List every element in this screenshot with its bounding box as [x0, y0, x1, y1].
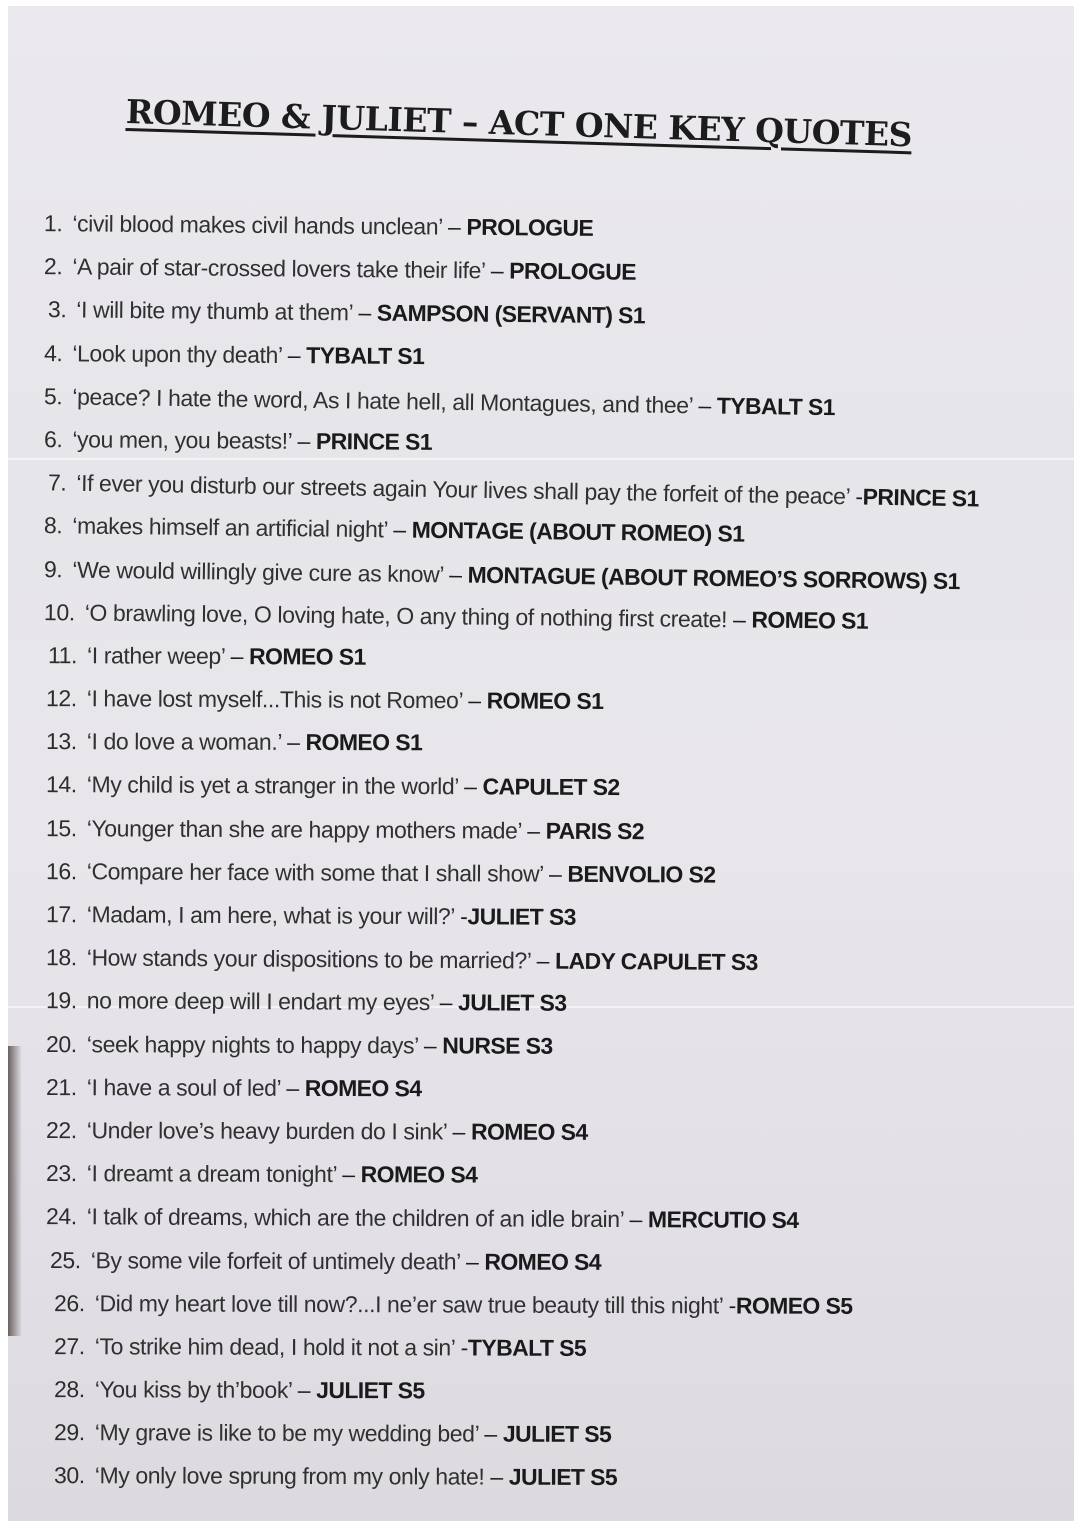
quote-separator: –: [478, 1420, 503, 1447]
quote-number: 14.: [45, 771, 77, 798]
quote-speaker: ROMEO S5: [735, 1292, 853, 1319]
paper-sheet: [8, 6, 1074, 1521]
quote-separator: –: [521, 817, 546, 844]
quote-separator: –: [459, 1247, 485, 1275]
quote-number: 6.: [43, 426, 63, 453]
quote-speaker: JULIET S3: [467, 903, 576, 930]
quote-number: 24.: [45, 1203, 77, 1230]
quote-number: 5.: [43, 382, 63, 410]
quote-speaker: ROMEO S1: [486, 687, 604, 715]
quote-number: 7.: [47, 469, 67, 496]
quote-text: ‘How stands your dispositions to be married?’: [86, 944, 531, 974]
quote-text: ‘I talk of dreams, which are the children of an idle brain’: [86, 1203, 624, 1233]
quote-item: [34, 418, 979, 468]
quote-text: ‘Look upon thy death’: [72, 339, 282, 368]
quote-text: ‘I dreamt a dream tonight’: [86, 1160, 337, 1188]
quote-text: ‘To strike him dead, I hold it not a sin’: [94, 1333, 455, 1361]
quote-text: ‘I have lost myself...This is not Romeo’: [86, 685, 463, 714]
quote-item: [34, 1195, 979, 1243]
quote-speaker: TYBALT S1: [716, 392, 836, 420]
quote-item: [34, 1109, 979, 1155]
quote-speaker: JULIET S5: [508, 1464, 618, 1491]
quote-text: ‘By some vile forfeit of untimely death’: [90, 1246, 461, 1274]
quote-text: ‘My only love sprung from my only hate!: [94, 1462, 485, 1491]
quote-speaker: MONTAGUE (ABOUT ROMEO’S SORROWS) S1: [467, 561, 960, 594]
quote-speaker: SAMPSON (SERVANT) S1: [376, 299, 646, 329]
quote-item: [34, 807, 979, 855]
quote-text: ‘You kiss by th’book’: [94, 1376, 292, 1403]
quote-speaker: JULIET S3: [458, 989, 567, 1017]
quote-text: ‘peace? I hate the word, As I hate hell, all Montagues, and thee’: [72, 383, 693, 418]
quote-number: 13.: [45, 728, 77, 755]
quote-separator: –: [433, 989, 459, 1016]
quote-separator: –: [224, 642, 250, 670]
quote-separator: –: [462, 687, 487, 714]
quote-text: ‘I rather weep’: [87, 642, 225, 669]
quote-number: 28.: [53, 1376, 85, 1403]
quote-speaker: PROLOGUE: [466, 213, 594, 241]
quote-text: ‘A pair of star-crossed lovers take their life’: [72, 253, 485, 284]
quote-speaker: JULIET S5: [316, 1377, 425, 1404]
quote-number: 21.: [45, 1073, 77, 1100]
quote-separator: –: [291, 1376, 317, 1404]
quote-speaker: PARIS S2: [545, 817, 645, 844]
quote-speaker: ROMEO S1: [751, 606, 869, 634]
quote-number: 3.: [47, 296, 67, 323]
quote-text: ‘makes himself an artificial night’: [72, 512, 388, 543]
quote-speaker: ROMEO S4: [360, 1161, 478, 1188]
quote-speaker: ROMEO S4: [304, 1074, 422, 1102]
quote-separator: –: [623, 1206, 649, 1233]
quote-item: [34, 1066, 979, 1112]
quote-speaker: CAPULET S2: [482, 773, 620, 801]
quote-list: [34, 202, 979, 1498]
quote-separator: –: [543, 860, 568, 887]
quote-number: 18.: [45, 944, 77, 971]
quote-separator: –: [441, 213, 467, 240]
quote-text: ‘seek happy nights to happy days’: [86, 1030, 418, 1058]
quote-number: 20.: [45, 1030, 77, 1057]
quote-separator: –: [446, 1118, 472, 1145]
quote-item: [34, 850, 979, 898]
quote-number: 25.: [49, 1246, 81, 1273]
quote-separator: –: [484, 257, 510, 284]
quote-speaker: MONTAGE (ABOUT ROMEO) S1: [411, 516, 745, 547]
quote-text: ‘Compare her face with some that I shall show’: [86, 858, 544, 887]
quote-text: ‘Did my heart love till now?...I ne’er saw true beauty till this night’: [94, 1289, 723, 1319]
quote-speaker: NURSE S3: [442, 1031, 553, 1059]
quote-item: [34, 332, 979, 383]
quote-item: [34, 1368, 979, 1414]
quote-separator: –: [352, 299, 377, 326]
quote-item: [34, 893, 979, 941]
quote-item: [34, 677, 979, 725]
quote-text: no more deep will I endart my eyes’: [86, 987, 434, 1016]
quote-speaker: ROMEO S1: [305, 729, 423, 756]
quote-separator: –: [484, 1464, 509, 1491]
quote-text: ‘Madam, I am here, what is your will?’: [86, 901, 455, 930]
quote-text: ‘I will bite my thumb at them’: [76, 296, 353, 326]
quote-speaker: PRINCE S1: [315, 427, 433, 455]
quote-text: ‘My grave is like to be my wedding bed’: [94, 1419, 479, 1447]
quote-item: [34, 763, 979, 811]
quote-separator: –: [692, 391, 718, 419]
quote-separator: -: [722, 1292, 736, 1319]
quote-item: [34, 936, 979, 986]
quote-speaker: BENVOLIO S2: [567, 860, 716, 888]
quote-number: 16.: [45, 857, 77, 885]
quote-speaker: PROLOGUE: [509, 257, 637, 285]
quote-text: ‘If ever you disturb our streets again Your lives shall pay the forfeit of the peace’: [76, 469, 850, 510]
quote-number: 26.: [53, 1289, 85, 1316]
quote-item: [34, 1454, 979, 1500]
quote-separator: –: [336, 1161, 361, 1188]
quote-speaker: ROMEO S4: [484, 1248, 602, 1275]
quote-separator: –: [458, 773, 483, 800]
quote-text: ‘We would willingly give cure as know’: [72, 556, 444, 587]
quote-speaker: MERCUTIO S4: [647, 1206, 799, 1234]
quote-separator: –: [280, 1074, 305, 1101]
quote-item: [34, 979, 979, 1027]
quote-item: [34, 720, 979, 766]
quote-number: 8.: [43, 512, 63, 539]
quote-item: [34, 1152, 979, 1198]
quote-text: ‘I have a soul of led’: [86, 1073, 281, 1101]
quote-number: 4.: [43, 339, 63, 366]
quote-separator: –: [281, 729, 306, 756]
quote-separator: -: [849, 483, 863, 510]
quote-separator: –: [291, 427, 317, 454]
quote-text: ‘civil blood makes civil hands unclean’: [72, 210, 443, 240]
quote-item: [34, 1023, 979, 1069]
quote-speaker: ROMEO S4: [470, 1118, 588, 1145]
quote-separator: –: [726, 605, 752, 633]
quote-number: 30.: [53, 1462, 85, 1489]
quote-number: 10.: [43, 598, 75, 626]
quote-text: ‘Under love’s heavy burden do I sink’: [86, 1117, 447, 1145]
quote-text: ‘I do love a woman.’: [86, 728, 282, 756]
quote-number: 27.: [53, 1332, 85, 1360]
quote-text: ‘My child is yet a stranger in the world’: [86, 771, 459, 800]
quote-speaker: ROMEO S1: [248, 643, 366, 670]
quote-speaker: LADY CAPULET S3: [554, 947, 758, 976]
quote-text: ‘you men, you beasts!’: [72, 426, 292, 454]
quote-number: 17.: [45, 901, 77, 928]
quote-number: 19.: [45, 987, 77, 1014]
quote-number: 22.: [45, 1116, 77, 1144]
quote-separator: –: [417, 1031, 443, 1058]
quote-separator: –: [281, 341, 307, 368]
quote-number: 2.: [43, 253, 63, 280]
quote-separator: -: [454, 1334, 468, 1361]
quote-speaker: TYBALT S5: [467, 1334, 587, 1361]
quote-number: 23.: [45, 1160, 77, 1187]
quote-number: 9.: [43, 555, 63, 582]
quote-item: [34, 1411, 979, 1457]
quote-number: 11.: [47, 641, 78, 669]
quote-speaker: PRINCE S1: [862, 483, 979, 512]
quote-item: [34, 1282, 979, 1328]
quote-speaker: JULIET S5: [502, 1420, 612, 1448]
quote-speaker: TYBALT S1: [306, 341, 425, 369]
quote-item: [34, 1325, 979, 1371]
quote-number: 15.: [45, 814, 77, 841]
quote-number: 1.: [43, 210, 63, 237]
quote-item: [34, 1239, 979, 1285]
page-title: ROMEO & JULIET – ACT ONE KEY QUOTES: [125, 92, 913, 155]
quote-separator: –: [530, 947, 556, 974]
quote-separator: –: [443, 560, 468, 588]
quote-text: ‘O brawling love, O loving hate, O any thing of nothing first create!: [84, 599, 728, 632]
quote-item: [34, 634, 979, 682]
quote-separator: -: [454, 903, 468, 930]
edge-shadow: [8, 1046, 22, 1336]
quote-number: 29.: [53, 1419, 85, 1446]
quote-separator: –: [387, 516, 412, 543]
quote-number: 12.: [45, 685, 77, 712]
quote-text: ‘Younger than she are happy mothers made’: [86, 814, 522, 844]
